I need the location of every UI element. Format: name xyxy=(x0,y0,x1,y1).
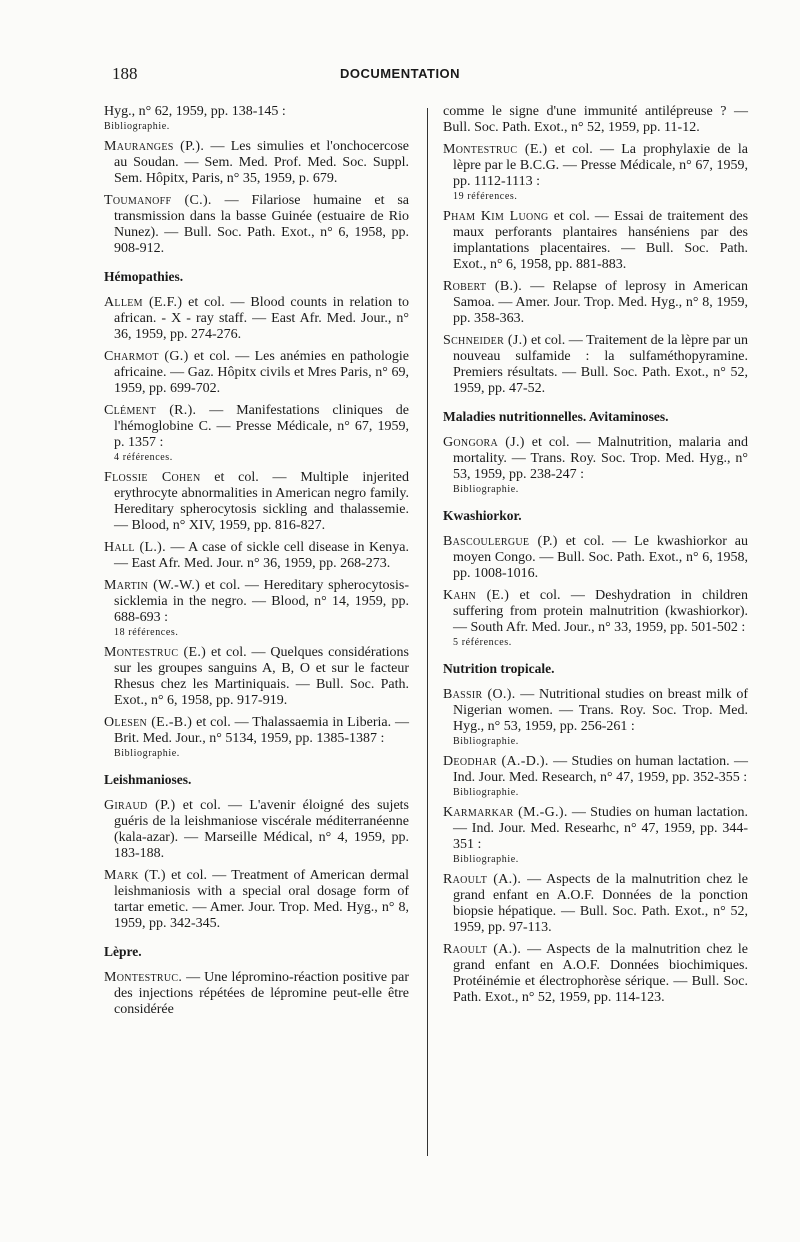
page-header xyxy=(112,64,688,84)
entry-note: Bibliographie. xyxy=(453,787,519,798)
entry-author: Schneider (J.) xyxy=(443,333,528,348)
entry-body: et col. — Les anémies en pathologie africaine. — Gaz. Hôpitx civils et Mres Paris, n° 69, 1959, pp. 699-702. xyxy=(114,349,409,396)
entry-author: Toumanoff (C.). xyxy=(104,193,212,208)
bibliography-entry xyxy=(104,970,409,1018)
bibliography-entry xyxy=(443,104,748,136)
bibliography-entry xyxy=(443,279,748,327)
entry-body: — Une lépromino-réaction positive par des injections répétées de lépromine peut-elle être considérée xyxy=(114,970,410,1017)
section-heading: Lèpre. xyxy=(104,944,142,959)
bibliography-entry xyxy=(443,435,748,496)
entry-note: Bibliographie. xyxy=(453,854,519,865)
bibliography-entry xyxy=(104,349,409,397)
entry-author: Montestruc. xyxy=(104,970,183,985)
entry-author: Charmot (G.) xyxy=(104,349,189,364)
entry-body: et col. — Essai de traitement des maux perforants plantaires hanséniens par des implantations placentaires. — Bull. Soc. Path. Exot., n° 6, 1958, pp. 881-883. xyxy=(453,209,749,272)
entry-body: — Les simulies et l'onchocercose au Soudan. — Sem. Med. Prof. Med. Soc. Suppl. Sem. Hôpitx, Paris, n° 35, 1959, p. 679. xyxy=(114,139,409,186)
entry-body: et col. — Deshydration in children suffering from protein malnutrition (kwashiorkor). — South Afr. Med. Jour., n° 33, 1959, pp. 501-502 : xyxy=(453,588,748,635)
entry-note: Bibliographie. xyxy=(104,121,170,132)
entry-body: comme le signe d'une immunité antilépreuse ? — Bull. Soc. Path. Exot., n° 52, 1959, pp. 11-12. xyxy=(443,104,748,135)
section-heading: Kwashiorkor. xyxy=(443,508,522,523)
entry-body: — Relapse of leprosy in American Samoa. — Amer. Jour. Trop. Med. Hyg., n° 8, 1959, pp. 358-363. xyxy=(453,279,749,326)
right-column xyxy=(443,104,748,1012)
entry-author: Hall (L.). xyxy=(104,540,166,555)
entry-body: et col. — La prophylaxie de la lèpre par le B.C.G. — Presse Médicale, n° 67, 1959, pp. 1112-1113 : xyxy=(453,142,748,189)
bibliography-entry xyxy=(443,754,748,799)
entry-body: Hyg., n° 62, 1959, pp. 138-145 : xyxy=(104,104,286,119)
page-number: 188 xyxy=(112,64,138,83)
section-heading: Maladies nutritionnelles. Avitaminoses. xyxy=(443,409,669,424)
entry-author: Olesen (E.-B.) xyxy=(104,715,193,730)
bibliography-entry xyxy=(104,715,409,760)
entry-body: — Manifestations cliniques de l'hémoglobine C. — Presse Médicale, n° 67, 1959, p. 1357 : xyxy=(114,403,410,450)
entry-author: Raoult (A.). xyxy=(443,872,522,887)
entry-note: Bibliographie. xyxy=(453,736,519,747)
entry-author: Gongora (J.) xyxy=(443,435,525,450)
bibliography-entry xyxy=(104,645,409,709)
entry-author: Kahn (E.) xyxy=(443,588,510,603)
entry-body: et col. — Hereditary spherocytosis-sicklemia in the negro. — Blood, n° 14, 1959, pp. 688-693 : xyxy=(114,578,409,625)
entry-note: 5 références. xyxy=(453,637,512,648)
entry-author: Pham Kim Luong xyxy=(443,209,549,224)
entry-body: — Aspects de la malnutrition chez le grand enfant en A.O.F. Données de la ponction biopsie hépatique. — Bull. Soc. Path. Exot., n° 52, 1959, pp. 97-113. xyxy=(453,872,749,935)
bibliography-entry xyxy=(104,295,409,343)
entry-author: Giraud (P.) xyxy=(104,798,176,813)
entry-author: Montestruc (E.) xyxy=(104,645,207,660)
bibliography-entry xyxy=(104,798,409,862)
bibliography-entry xyxy=(443,687,748,748)
entry-body: et col. — L'avenir éloigné des sujets guéris de la leishmaniose viscérale méditerranéenne (kala-azar). — Marseille Médical, n° 4, 1959, pp. 183-188. xyxy=(114,798,409,861)
entry-body: et col. — Malnutrition, malaria and mortality. — Trans. Roy. Soc. Trop. Med. Hyg., n° 53, 1959, pp. 238-247 : xyxy=(453,435,749,482)
section-heading: Nutrition tropicale. xyxy=(443,661,555,676)
entry-body: — Studies on human lactation. — Ind. Jour. Med. Research, n° 47, 1959, pp. 352-355 : xyxy=(453,754,749,785)
entry-author: Karmarkar (M.-G.). xyxy=(443,805,568,820)
bibliography-entry xyxy=(443,872,748,936)
column-divider xyxy=(427,108,428,1156)
entry-body: et col. — Blood counts in relation to african. - X - ray staff. — East Afr. Med. Jour., n° 36, 1959, pp. 274-276. xyxy=(114,295,410,342)
entry-body: et col. — Le kwashiorkor au moyen Congo. — Bull. Soc. Path. Exot., n° 6, 1958, pp. 1008-1016. xyxy=(453,534,748,581)
bibliography-entry xyxy=(443,209,748,273)
entry-author: Mark (T.) xyxy=(104,868,166,883)
entry-body: — Aspects de la malnutrition chez le grand enfant en A.O.F. Données biochimiques. Protéinémie et électrophorèse sérique. — Bull. Soc. Path. Exot., n° 52, 1959, pp. 114-123. xyxy=(453,942,749,1005)
bibliography-entry xyxy=(104,193,409,257)
section-heading: Leishmanioses. xyxy=(104,772,192,787)
entry-author: Raoult (A.). xyxy=(443,942,522,957)
bibliography-entry xyxy=(443,534,748,582)
entry-body: — A case of sickle cell disease in Kenya. — East Afr. Med. Jour. n° 36, 1959, pp. 268-273. xyxy=(114,540,410,571)
entry-body: et col. — Thalassaemia in Liberia. — Brit. Med. Jour., n° 5134, 1959, pp. 1385-1387 : xyxy=(114,715,409,746)
bibliography-entry xyxy=(104,139,409,187)
entry-author: Clément (R.). xyxy=(104,403,197,418)
entry-body: — Filariose humaine et sa transmission dans la basse Guinée (estuaire de Rio Nunez). — Bull. Soc. Path. Exot., n° 6, 1958, pp. 908-912. xyxy=(114,193,410,256)
entry-note: 19 références. xyxy=(453,191,518,202)
entry-body: et col. — Traitement de la lèpre par un nouveau sulfamide : la sulfaméthopyramine. Premiers résultats. — Bull. Soc. Path. Exot., n° 52, 1959, pp. 47-52. xyxy=(453,333,748,396)
entry-author: Mauranges (P.). xyxy=(104,139,205,154)
bibliography-entry xyxy=(104,403,409,464)
bibliography-entry xyxy=(443,942,748,1006)
entry-body: et col. — Treatment of American dermal leishmaniosis with a special oral dosage form of tartar emetic. — Amer. Jour. Trop. Med. Hyg., n° 8, 1959, pp. 342-345. xyxy=(114,868,409,931)
bibliography-entry xyxy=(104,868,409,932)
entry-author: Montestruc (E.) xyxy=(443,142,548,157)
entry-body: — Nutritional studies on breast milk of Nigerian women. — Trans. Roy. Soc. Trop. Med. Hyg., n° 53, 1959, pp. 256-261 : xyxy=(453,687,749,734)
entry-note: 4 références. xyxy=(114,452,173,463)
entry-author: Deodhar (A.-D.). xyxy=(443,754,549,769)
bibliography-entry xyxy=(104,104,409,133)
entry-author: Bassir (O.). xyxy=(443,687,516,702)
entry-body: et col. — Multiple injerited erythrocyte abnormalities in American negro family. Hereditary spherocytosis sickling and thalassemie. — Blood, n° XIV, 1959, pp. 816-827. xyxy=(114,470,410,533)
entry-author: Martin (W.-W.) xyxy=(104,578,201,593)
entry-author: Bascoulergue (P.) xyxy=(443,534,558,549)
entry-author: Allem (E.F.) xyxy=(104,295,183,310)
entry-body: et col. — Quelques considérations sur les groupes sanguins A, B, O et sur le facteur Rhesus chez les Martiniquais. — Bull. Soc. Path. Exot., n° 6, 1958, pp. 917-919. xyxy=(114,645,410,708)
section-heading: Hémopathies. xyxy=(104,269,184,284)
entry-note: Bibliographie. xyxy=(453,484,519,495)
entry-author: Robert (B.). xyxy=(443,279,523,294)
entry-note: Bibliographie. xyxy=(114,748,180,759)
left-column xyxy=(104,104,409,1024)
bibliography-entry xyxy=(104,540,409,572)
bibliography-entry xyxy=(443,588,748,649)
entry-body: — Studies on human lactation. — Ind. Jour. Med. Researhc, n° 47, 1959, pp. 344-351 : xyxy=(453,805,749,852)
entry-note: 18 références. xyxy=(114,627,179,638)
bibliography-entry xyxy=(104,470,409,534)
bibliography-entry xyxy=(443,142,748,203)
running-head: DOCUMENTATION xyxy=(339,66,461,81)
bibliography-entry xyxy=(104,578,409,639)
bibliography-entry xyxy=(443,333,748,397)
bibliography-entry xyxy=(443,805,748,866)
entry-author: Flossie Cohen xyxy=(104,470,201,485)
